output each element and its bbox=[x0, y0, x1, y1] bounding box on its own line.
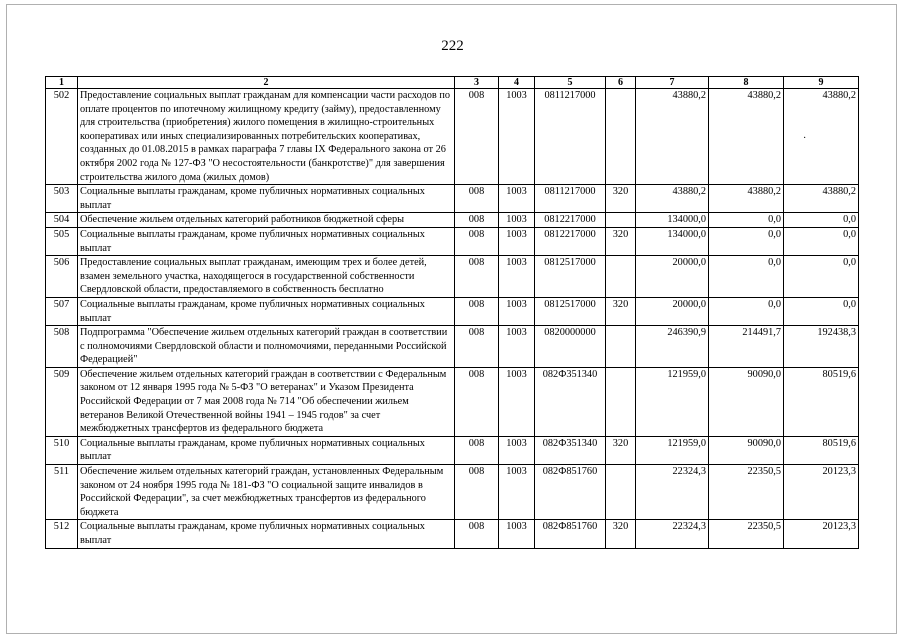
cell-c9: 0,0 bbox=[784, 227, 859, 255]
cell-c7: 43880,2 bbox=[636, 185, 709, 213]
cell-c6: 320 bbox=[606, 227, 636, 255]
cell-c5: 082Ф351340 bbox=[535, 367, 606, 436]
header-cell: 7 bbox=[636, 77, 709, 89]
stray-mark: · bbox=[803, 133, 807, 144]
header-cell: 3 bbox=[455, 77, 499, 89]
cell-c5: 0812217000 bbox=[535, 227, 606, 255]
cell-c8: 0,0 bbox=[709, 213, 784, 228]
header-cell: 5 bbox=[535, 77, 606, 89]
header-cell: 9 bbox=[784, 77, 859, 89]
table-row bbox=[46, 520, 859, 548]
row-number: 506 bbox=[46, 256, 78, 298]
table-row bbox=[46, 227, 859, 255]
cell-c6 bbox=[606, 367, 636, 436]
row-number: 505 bbox=[46, 227, 78, 255]
row-number: 508 bbox=[46, 326, 78, 368]
cell-c3: 008 bbox=[455, 465, 499, 520]
cell-c5: 0811217000 bbox=[535, 185, 606, 213]
cell-c6: 320 bbox=[606, 520, 636, 548]
cell-c6 bbox=[606, 256, 636, 298]
cell-c6: 320 bbox=[606, 185, 636, 213]
row-number: 509 bbox=[46, 367, 78, 436]
cell-c4: 1003 bbox=[499, 89, 535, 185]
cell-c4: 1003 bbox=[499, 297, 535, 325]
table-row bbox=[46, 89, 859, 185]
cell-c3: 008 bbox=[455, 520, 499, 548]
cell-c5: 0812517000 bbox=[535, 297, 606, 325]
header-cell: 4 bbox=[499, 77, 535, 89]
cell-c4: 1003 bbox=[499, 213, 535, 228]
row-number: 512 bbox=[46, 520, 78, 548]
cell-c3: 008 bbox=[455, 256, 499, 298]
cell-c9: 80519,6 bbox=[784, 436, 859, 464]
row-description: Предоставление социальных выплат гражданам, имеющим трех и более детей, взамен земельного участка, находящегося в государственной собственности Свердловской области, предоставляемого в собственность бесплатно bbox=[78, 256, 455, 298]
cell-c4: 1003 bbox=[499, 185, 535, 213]
cell-c9: 43880,2 bbox=[784, 185, 859, 213]
header-cell: 8 bbox=[709, 77, 784, 89]
row-description: Подпрограмма "Обеспечение жильем отдельных категорий граждан в соответствии с полномочиями Свердловской области и полномочиями, переданными Российской Федерацией" bbox=[78, 326, 455, 368]
cell-c3: 008 bbox=[455, 213, 499, 228]
cell-c3: 008 bbox=[455, 297, 499, 325]
cell-c5: 082Ф351340 bbox=[535, 436, 606, 464]
row-description: Социальные выплаты гражданам, кроме публичных нормативных социальных выплат bbox=[78, 297, 455, 325]
cell-c9: 43880,2 bbox=[784, 89, 859, 185]
cell-c7: 43880,2 bbox=[636, 89, 709, 185]
cell-c3: 008 bbox=[455, 367, 499, 436]
header-row bbox=[46, 77, 859, 89]
table-row bbox=[46, 297, 859, 325]
header-cell: 2 bbox=[78, 77, 455, 89]
row-number: 502 bbox=[46, 89, 78, 185]
cell-c3: 008 bbox=[455, 326, 499, 368]
cell-c9: 20123,3 bbox=[784, 520, 859, 548]
cell-c6: 320 bbox=[606, 436, 636, 464]
table-row bbox=[46, 213, 859, 228]
cell-c7: 22324,3 bbox=[636, 520, 709, 548]
row-description: Обеспечение жильем отдельных категорий работников бюджетной сферы bbox=[78, 213, 455, 228]
page-number: 222 bbox=[441, 38, 464, 54]
row-description: Социальные выплаты гражданам, кроме публичных нормативных социальных выплат bbox=[78, 436, 455, 464]
cell-c8: 90090,0 bbox=[709, 436, 784, 464]
cell-c8: 0,0 bbox=[709, 297, 784, 325]
row-description: Обеспечение жильем отдельных категорий граждан, установленных Федеральным законом от 24 ноября 1995 года № 181-ФЗ "О социальной защите инвалидов в Российской Федерации", за счет межбюджетных трансфертов из федерального бюджета bbox=[78, 465, 455, 520]
cell-c7: 134000,0 bbox=[636, 213, 709, 228]
row-description: Предоставление социальных выплат гражданам для компенсации части расходов по оплате процентов по ипотечному жилищному кредиту (займу), предоставленному для строительства (приобретения) жилого помещения в жилищно-строительных кооперативах или иных специализированных потребительских кооперативах, созданных до 01.08.2015 в рамках параграфа 7 главы IX Федерального закона от 26 октября 2002 года № 127-ФЗ "О несостоятельности (банкротстве)" для завершения строительства жилого дома (жилых домов) bbox=[78, 89, 455, 185]
cell-c6 bbox=[606, 465, 636, 520]
cell-c7: 20000,0 bbox=[636, 256, 709, 298]
cell-c3: 008 bbox=[455, 89, 499, 185]
header-cell: 1 bbox=[46, 77, 78, 89]
cell-c9: 0,0 bbox=[784, 297, 859, 325]
table-row bbox=[46, 185, 859, 213]
row-description: Социальные выплаты гражданам, кроме публичных нормативных социальных выплат bbox=[78, 185, 455, 213]
table-row bbox=[46, 465, 859, 520]
cell-c9: 20123,3 bbox=[784, 465, 859, 520]
cell-c4: 1003 bbox=[499, 520, 535, 548]
cell-c7: 134000,0 bbox=[636, 227, 709, 255]
cell-c4: 1003 bbox=[499, 227, 535, 255]
table-row bbox=[46, 436, 859, 464]
cell-c5: 0811217000 bbox=[535, 89, 606, 185]
cell-c6 bbox=[606, 89, 636, 185]
cell-c6 bbox=[606, 326, 636, 368]
row-number: 511 bbox=[46, 465, 78, 520]
row-description: Социальные выплаты гражданам, кроме публичных нормативных социальных выплат bbox=[78, 227, 455, 255]
cell-c4: 1003 bbox=[499, 326, 535, 368]
table-row bbox=[46, 326, 859, 368]
cell-c9: 0,0 bbox=[784, 256, 859, 298]
cell-c7: 121959,0 bbox=[636, 367, 709, 436]
cell-c8: 43880,2 bbox=[709, 89, 784, 185]
table-row bbox=[46, 256, 859, 298]
cell-c5: 082Ф851760 bbox=[535, 465, 606, 520]
header-cell: 6 bbox=[606, 77, 636, 89]
cell-c3: 008 bbox=[455, 185, 499, 213]
row-number: 507 bbox=[46, 297, 78, 325]
cell-c8: 90090,0 bbox=[709, 367, 784, 436]
cell-c9: 0,0 bbox=[784, 213, 859, 228]
row-number: 510 bbox=[46, 436, 78, 464]
cell-c7: 22324,3 bbox=[636, 465, 709, 520]
cell-c9: 192438,3 bbox=[784, 326, 859, 368]
cell-c4: 1003 bbox=[499, 436, 535, 464]
cell-c4: 1003 bbox=[499, 465, 535, 520]
cell-c8: 22350,5 bbox=[709, 520, 784, 548]
row-number: 503 bbox=[46, 185, 78, 213]
cell-c5: 0820000000 bbox=[535, 326, 606, 368]
cell-c8: 43880,2 bbox=[709, 185, 784, 213]
cell-c7: 121959,0 bbox=[636, 436, 709, 464]
row-number: 504 bbox=[46, 213, 78, 228]
cell-c8: 0,0 bbox=[709, 256, 784, 298]
cell-c5: 0812517000 bbox=[535, 256, 606, 298]
cell-c4: 1003 bbox=[499, 367, 535, 436]
budget-table bbox=[45, 76, 859, 549]
cell-c8: 214491,7 bbox=[709, 326, 784, 368]
cell-c7: 20000,0 bbox=[636, 297, 709, 325]
cell-c8: 0,0 bbox=[709, 227, 784, 255]
cell-c3: 008 bbox=[455, 436, 499, 464]
cell-c4: 1003 bbox=[499, 256, 535, 298]
row-description: Социальные выплаты гражданам, кроме публичных нормативных социальных выплат bbox=[78, 520, 455, 548]
cell-c9: 80519,6 bbox=[784, 367, 859, 436]
cell-c7: 246390,9 bbox=[636, 326, 709, 368]
cell-c5: 0812217000 bbox=[535, 213, 606, 228]
cell-c5: 082Ф851760 bbox=[535, 520, 606, 548]
cell-c8: 22350,5 bbox=[709, 465, 784, 520]
cell-c3: 008 bbox=[455, 227, 499, 255]
row-description: Обеспечение жильем отдельных категорий граждан в соответствии с Федеральным законом от 12 января 1995 года № 5-ФЗ "О ветеранах" и Указом Президента Российской Федерации от 7 мая 2008 года № 714 "Об обеспечении жильем ветеранов Великой Отечественной войны 1941 – 1945 годов" за счет межбюджетных трансфертов из федерального бюджета bbox=[78, 367, 455, 436]
cell-c6: 320 bbox=[606, 297, 636, 325]
table-row bbox=[46, 367, 859, 436]
cell-c6 bbox=[606, 213, 636, 228]
